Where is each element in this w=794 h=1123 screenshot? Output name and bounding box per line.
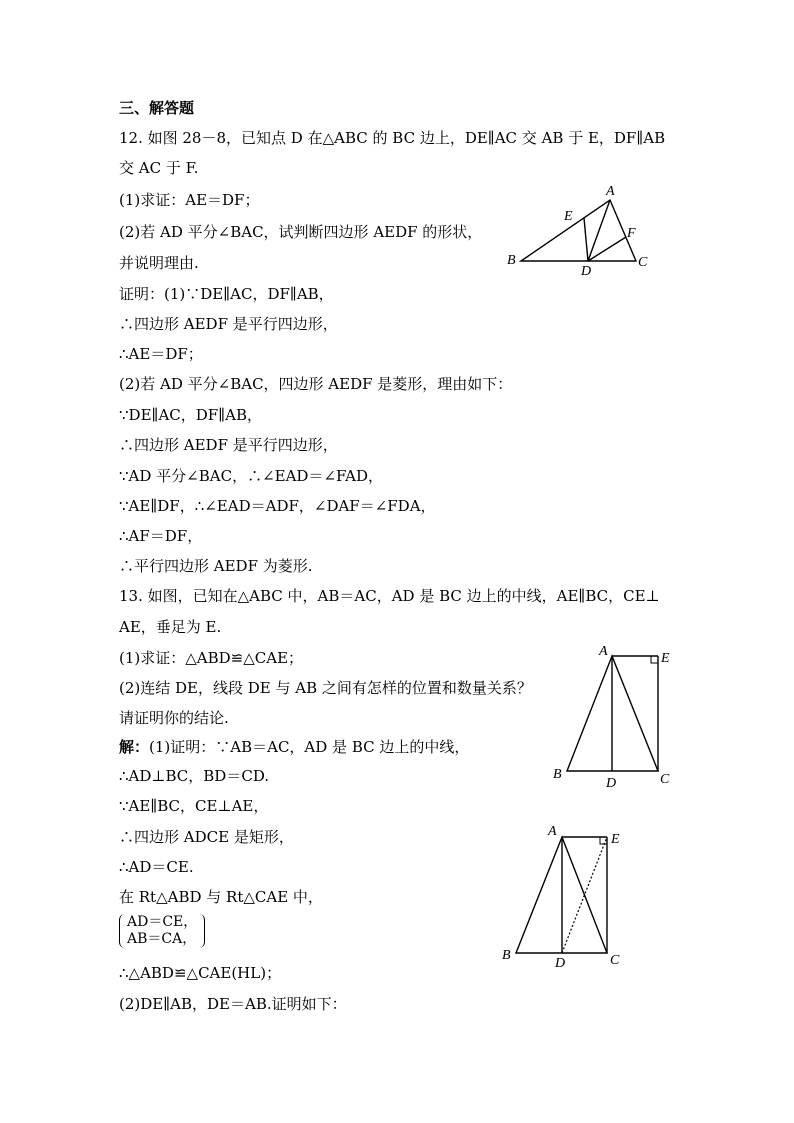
label-a: A	[606, 184, 615, 199]
q12-part2-line2: 并说明理由.	[119, 254, 199, 272]
q13-part2-line2: 请证明你的结论.	[119, 709, 229, 727]
q13-solution-line: ∴AD⊥BC，BD＝CD.	[119, 767, 270, 785]
q13-solution-text: (1)证明：∵AB＝AC，AD 是 BC 边上的中线，	[149, 738, 470, 756]
segment-ad	[588, 200, 610, 261]
label-f: F	[627, 226, 636, 241]
q12-proof-line: ∴AF＝DF，	[119, 527, 203, 545]
label-d: D	[606, 776, 617, 791]
label-e: E	[564, 209, 573, 224]
label-a: A	[548, 824, 557, 839]
solution-label: 解：	[119, 738, 150, 756]
q13-stem-line1: 13. 如图，已知在△ABC 中，AB＝AC，AD 是 BC 边上的中线，AE∥BC，CE⊥	[119, 587, 660, 605]
left-brace	[119, 914, 126, 948]
label-b: B	[507, 253, 516, 268]
label-e: E	[611, 832, 620, 847]
segment-df	[588, 237, 626, 261]
q12-proof-line: ∴AE＝DF；	[119, 345, 203, 363]
label-d: D	[581, 264, 592, 279]
label-c: C	[610, 953, 620, 968]
q13-part2-answer: (2)DE∥AB，DE＝AB.证明如下：	[119, 995, 347, 1013]
label-d: D	[555, 956, 566, 971]
q12-proof-line: ∵DE∥AC，DF∥AB，	[119, 406, 262, 424]
q13-part2-line1: (2)连结 DE，线段 DE 与 AB 之间有怎样的位置和数量关系？	[119, 679, 532, 697]
label-e: E	[661, 651, 670, 666]
segment-de	[584, 218, 588, 261]
q12-stem-line1: 12. 如图 28－8，已知点 D 在△ABC 的 BC 边上，DE∥AC 交 AB 于 E，DF∥AB	[119, 129, 666, 147]
system-row: AD＝CE，	[127, 914, 198, 930]
q12-proof-line: ∴四边形 AEDF 是平行四边形，	[119, 436, 338, 454]
q13-solution-line: ∴AD＝CE.	[119, 858, 194, 876]
triangle-abc	[521, 200, 636, 261]
q12-figure	[500, 180, 660, 280]
q13-part1: (1)求证：△ABD≌△CAE；	[119, 649, 304, 667]
q13-conclusion: ∴△ABD≌△CAE(HL)；	[119, 964, 282, 982]
q13-solution-first	[119, 737, 469, 757]
q12-part1: (1)求证：AE＝DF；	[119, 191, 260, 209]
label-a: A	[599, 644, 608, 659]
right-paren	[199, 914, 205, 948]
section-title: 三、解答题	[119, 99, 195, 117]
q13-figure-1	[548, 640, 688, 792]
label-b: B	[553, 767, 562, 782]
q13-solution-line: ∵AE∥BC，CE⊥AE，	[119, 797, 269, 815]
q13-stem-line2: AE，垂足为 E.	[119, 618, 222, 636]
q12-proof-line: ∴平行四边形 AEDF 为菱形.	[119, 557, 313, 575]
label-c: C	[660, 772, 670, 787]
q12-proof-line: 证明：(1)∵DE∥AC，DF∥AB，	[119, 285, 334, 303]
q13-figure-2	[500, 822, 640, 972]
q13-solution-line: ∴四边形 ADCE 是矩形，	[119, 828, 294, 846]
label-c: C	[638, 255, 648, 270]
label-b: B	[502, 948, 511, 963]
q12-part2-line1: (2)若 AD 平分∠BAC，试判断四边形 AEDF 的形状，	[119, 223, 483, 241]
q12-proof-line: ∴四边形 AEDF 是平行四边形，	[119, 315, 338, 333]
system-row: AB＝CA，	[127, 931, 197, 947]
q12-stem-line2: 交 AC 于 F.	[119, 159, 199, 177]
q13-solution-line: 在 Rt△ABD 与 Rt△CAE 中，	[119, 888, 323, 906]
q12-proof-line: ∵AD 平分∠BAC，∴∠EAD＝∠FAD，	[119, 467, 383, 485]
right-angle-mark	[651, 656, 658, 663]
q12-proof-line: ∵AE∥DF，∴∠EAD＝ADF，∠DAF＝∠FDA，	[119, 497, 436, 515]
q12-proof-line: (2)若 AD 平分∠BAC，四边形 AEDF 是菱形，理由如下：	[119, 375, 513, 393]
